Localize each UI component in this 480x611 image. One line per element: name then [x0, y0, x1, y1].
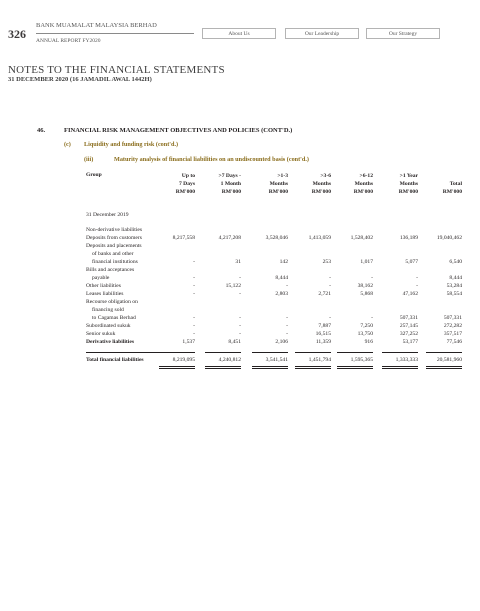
- total-double-rule: [337, 368, 373, 369]
- table-row: [0, 266, 480, 274]
- cell-value: 1,528,402: [350, 235, 373, 241]
- column-header: Total RM'000: [442, 181, 462, 195]
- total-rule: [295, 366, 331, 367]
- cell-value: 1,451,794: [308, 357, 331, 363]
- cell-value: -: [193, 315, 195, 321]
- cell-value: -: [416, 275, 418, 281]
- subtotal-rule: [159, 352, 195, 353]
- header-divider: [36, 33, 194, 34]
- subsection-letter: (c): [64, 141, 71, 148]
- subsubsection-number: (iii): [84, 156, 94, 163]
- cell-value: 38,162: [357, 283, 373, 289]
- cell-value: 257,145: [399, 323, 418, 329]
- cell-value: 5,868: [360, 291, 373, 297]
- cell-value: 47,162: [402, 291, 418, 297]
- cell-value: 142: [279, 259, 288, 265]
- cell-value: 58,554: [446, 291, 462, 297]
- column-header: >7 Days - 1 Month RM'000: [218, 173, 241, 195]
- cell-value: 20,581,960: [436, 357, 462, 363]
- cell-value: 7,887: [318, 323, 331, 329]
- row-label: 31 December 2019: [86, 212, 129, 218]
- cell-value: 11,359: [315, 339, 331, 345]
- cell-value: -: [193, 259, 195, 265]
- cell-value: 16,515: [315, 331, 331, 337]
- column-header: >3-6 Months RM'000: [311, 173, 331, 195]
- cell-value: -: [239, 323, 241, 329]
- column-header: >6-12 Months RM'000: [353, 173, 373, 195]
- total-double-rule: [159, 368, 195, 369]
- cell-value: 507,331: [443, 315, 462, 321]
- cell-value: -: [329, 315, 331, 321]
- cell-value: -: [193, 323, 195, 329]
- label-total-rule: [86, 352, 162, 353]
- cell-value: -: [286, 323, 288, 329]
- table-row: [0, 250, 480, 258]
- nav-our-leadership-button[interactable]: Our Leadership: [285, 28, 359, 39]
- cell-value: -: [329, 275, 331, 281]
- cell-value: 4,217,208: [218, 235, 241, 241]
- table-row: [0, 274, 480, 282]
- bank-name: BANK MUAMALAT MALAYSIA BERHAD: [36, 22, 157, 29]
- column-header: >1-3 Months RM'000: [268, 173, 288, 195]
- cell-value: -: [193, 275, 195, 281]
- row-label: Leases liabilities: [86, 291, 124, 297]
- row-label: Non-derivative liabilities: [86, 227, 143, 233]
- cell-value: 8,219,095: [172, 357, 195, 363]
- table-row: [0, 258, 480, 266]
- table-row: [0, 234, 480, 242]
- table-row: [0, 338, 480, 346]
- table-row: [0, 306, 480, 314]
- page-number: 326: [8, 27, 26, 41]
- row-label: Subordinated sukuk: [86, 323, 131, 329]
- column-header: Up to 7 Days RM'000: [175, 173, 195, 195]
- cell-value: 916: [364, 339, 373, 345]
- table-row: [0, 242, 480, 250]
- row-label: Deposits from customers: [86, 235, 142, 241]
- total-rule: [252, 366, 288, 367]
- cell-value: -: [329, 283, 331, 289]
- total-double-rule: [252, 368, 288, 369]
- row-label: Bills and acceptances: [86, 267, 135, 273]
- row-label: of banks and other: [92, 251, 134, 257]
- cell-value: 2,803: [275, 291, 288, 297]
- subtotal-rule: [337, 352, 373, 353]
- cell-value: -: [286, 315, 288, 321]
- table-row: [0, 211, 480, 219]
- nav-about-us-button[interactable]: About Us: [202, 28, 276, 39]
- section-title: NOTES TO THE FINANCIAL STATEMENTS: [8, 64, 225, 76]
- cell-value: 53,284: [446, 283, 462, 289]
- cell-value: 1,017: [360, 259, 373, 265]
- cell-value: 13,750: [357, 331, 373, 337]
- subtotal-rule: [205, 352, 241, 353]
- cell-value: 8,444: [449, 275, 462, 281]
- subtotal-rule: [382, 352, 418, 353]
- subsection-title: Liquidity and funding risk (cont'd.): [84, 141, 179, 148]
- row-label: to Cagamas Berhad: [92, 315, 136, 321]
- cell-value: 357,517: [443, 331, 462, 337]
- note-title: FINANCIAL RISK MANAGEMENT OBJECTIVES AND POLICIES (CONT'D.): [64, 127, 293, 134]
- cell-value: 8,217,558: [172, 235, 195, 241]
- cell-value: 2,721: [318, 291, 331, 297]
- cell-value: -: [416, 283, 418, 289]
- total-rule: [337, 366, 373, 367]
- cell-value: 2,106: [275, 339, 288, 345]
- total-double-rule: [382, 368, 418, 369]
- total-rule: [426, 366, 462, 367]
- nav-our-strategy-button[interactable]: Our Strategy: [366, 28, 440, 39]
- cell-value: -: [193, 291, 195, 297]
- table-row: [0, 314, 480, 322]
- total-rule: [159, 366, 195, 367]
- cell-value: -: [239, 315, 241, 321]
- cell-value: 327,252: [399, 331, 418, 337]
- table-row: [0, 330, 480, 338]
- cell-value: -: [239, 275, 241, 281]
- cell-value: 53,177: [402, 339, 418, 345]
- table-row: [0, 226, 480, 234]
- column-header: >1 Year Months RM'000: [398, 173, 418, 195]
- cell-value: 1,537: [182, 339, 195, 345]
- cell-value: 1,333,333: [395, 357, 418, 363]
- cell-value: 507,331: [399, 315, 418, 321]
- cell-value: 15,122: [225, 283, 241, 289]
- cell-value: 77,546: [446, 339, 462, 345]
- cell-value: -: [239, 331, 241, 337]
- total-double-rule: [426, 368, 462, 369]
- cell-value: -: [239, 291, 241, 297]
- row-label: Recourse obligation on: [86, 299, 138, 305]
- row-label: Derivative liabilities: [86, 339, 135, 345]
- cell-value: 1,413,059: [308, 235, 331, 241]
- cell-value: 19,040,462: [436, 235, 462, 241]
- row-label: Total financial liabilities: [86, 357, 144, 363]
- cell-value: 5,077: [405, 259, 418, 265]
- row-label: financial institutions: [92, 259, 138, 265]
- cell-value: -: [286, 331, 288, 337]
- cell-value: 3,528,046: [265, 235, 288, 241]
- cell-value: 8,451: [228, 339, 241, 345]
- cell-value: 31: [235, 259, 241, 265]
- total-double-rule: [295, 368, 331, 369]
- row-label: Deposits and placements: [86, 243, 142, 249]
- total-rule: [382, 366, 418, 367]
- cell-value: 1,595,365: [350, 357, 373, 363]
- row-label: Senior sukuk: [86, 331, 116, 337]
- table-row: [0, 282, 480, 290]
- cell-value: -: [193, 283, 195, 289]
- table-row: [0, 322, 480, 330]
- cell-value: 136,189: [399, 235, 418, 241]
- cell-value: -: [286, 283, 288, 289]
- report-name: ANNUAL REPORT FY2020: [36, 38, 101, 44]
- subtotal-rule: [252, 352, 288, 353]
- cell-value: -: [193, 331, 195, 337]
- cell-value: -: [371, 275, 373, 281]
- row-label: payable: [92, 275, 110, 281]
- cell-value: 3,541,541: [265, 357, 288, 363]
- cell-value: 6,540: [449, 259, 462, 265]
- cell-value: -: [371, 315, 373, 321]
- cell-value: 253: [322, 259, 331, 265]
- subtotal-rule: [295, 352, 331, 353]
- cell-value: 7,250: [360, 323, 373, 329]
- cell-value: 4,240,812: [218, 357, 241, 363]
- table-row: [0, 290, 480, 298]
- section-subtitle: 31 DECEMBER 2020 (16 JAMADIL AWAL 1442H): [8, 76, 152, 83]
- cell-value: 272,282: [443, 323, 462, 329]
- subsubsection-title: Maturity analysis of financial liabilities on an undiscounted basis (cont'd.): [114, 156, 309, 163]
- total-double-rule: [205, 368, 241, 369]
- table-row: [0, 298, 480, 306]
- total-rule: [205, 366, 241, 367]
- group-column-header: Group: [86, 172, 102, 178]
- subtotal-rule: [426, 352, 462, 353]
- table-row: [0, 356, 480, 364]
- row-label: financing sold: [92, 307, 124, 313]
- note-number: 46.: [37, 127, 46, 134]
- row-label: Other liabilities: [86, 283, 121, 289]
- cell-value: 8,444: [275, 275, 288, 281]
